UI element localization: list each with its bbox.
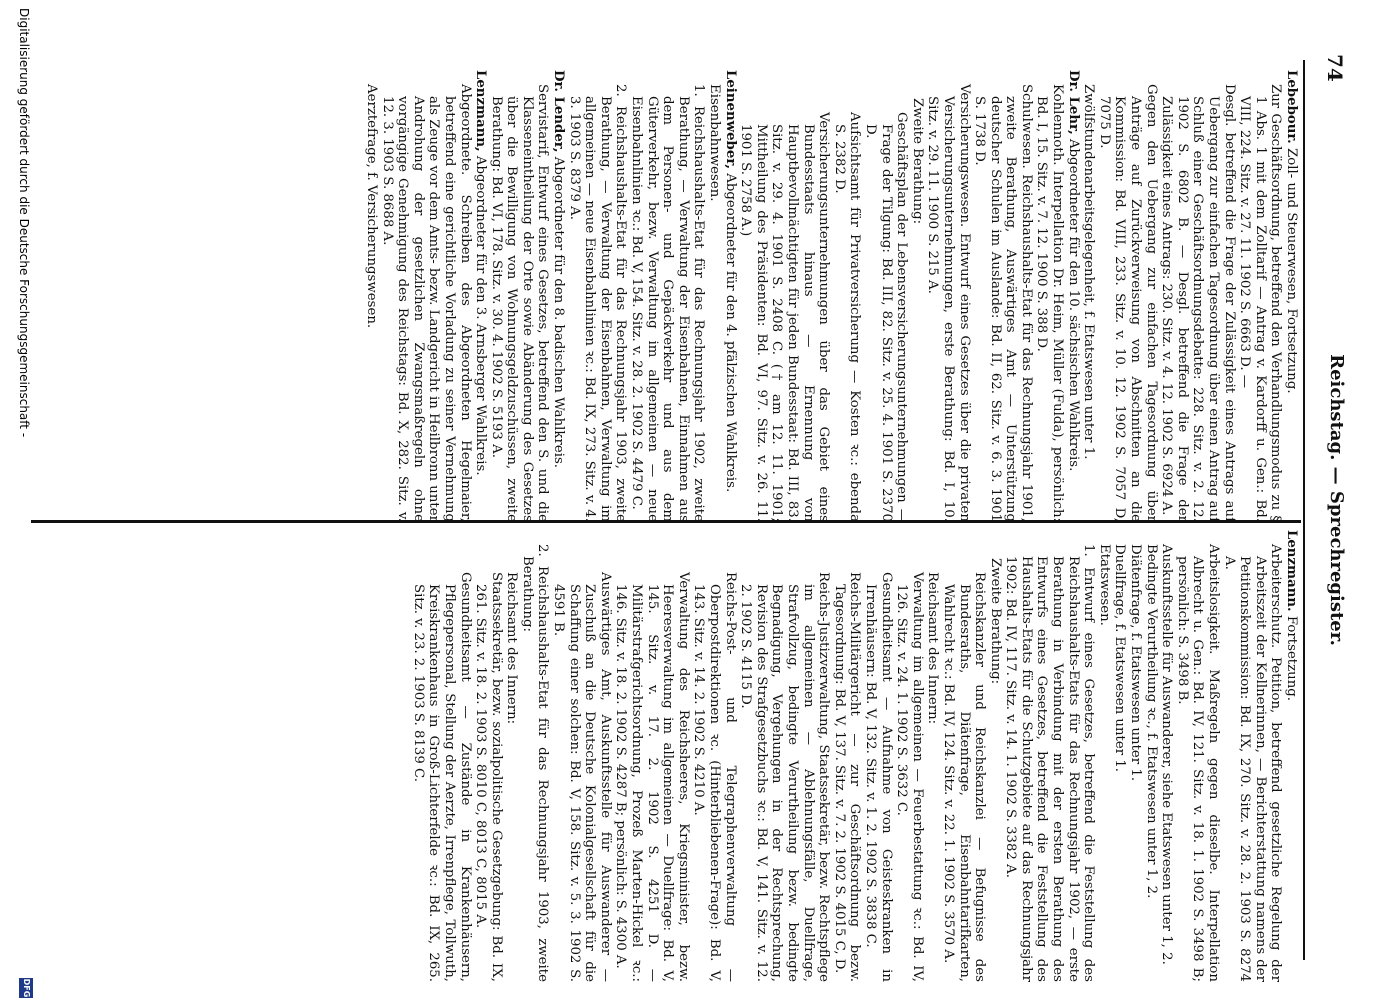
register-entry (379, 70, 473, 522)
register-entry (738, 530, 832, 982)
register-entry (862, 530, 893, 982)
page-header (1307, 40, 1347, 960)
register-entry (1221, 530, 1283, 982)
register-entry (1283, 530, 1299, 982)
running-head: Reichstag. — Sprechregister. (1326, 354, 1347, 646)
entry-text: Maßregeln gegen dieselbe. Interpellation Albrecht u. Gen.: Bd. IV, 121. Sitz. v. 18. 1. 1902 S. 3498 B; persönlich: S. 3498 B. (1174, 556, 1222, 982)
register-entry (488, 70, 550, 522)
page-number: 74 (1323, 54, 1347, 82)
entry-text: Verwaltung im allgemeinen — Feuerbestattung ꝛc.: Bd. IV, 126. Sitz. v. 24. 1. 1902 S. 3632 C. (894, 572, 925, 982)
entry-text: Zoll- und Steuerwesen, Fortsetzung. (1284, 143, 1299, 394)
register-entry (473, 70, 489, 522)
register-entry (925, 530, 941, 982)
entry-text: 1. Reichshaushalts-Etat für das Rechnungsjahr 1902, zweite Berathung, — Verwaltung der Eisenbahnen, Einnahmen aus dem Personen- und Gepäckverkehr und aus dem Güterverkehr, bezw. Verwaltung im allgemeinen — neue Eisenbahnlinien ꝛc.: Bd. V, 154. Sitz. v. 28. 2. 1902 S. 4479 C. (629, 84, 707, 522)
entry-keyword: Diätenfrage, (1128, 544, 1144, 629)
entry-text: Gegen den Uebergang zur einfachen Tagesordnung über Anträge auf Zurückverweisung von Abschnitten an die Kommission: Bd. VIII, 233. Sitz. v. 10. 12. 1902 S. 7057 D, 7075 D. (1096, 84, 1159, 522)
entry-text: Verwaltung des Reichsheeres, Kriegsminister, bezw. Heeresverwaltung im allgemeinen — Duellfrage: Bd. V, 145. Sitz. v. 17. 2. 1902 S. 4251 D. — Militärstrafgerichtsordnung, Prozeß Marten-Hickel ꝛc.: 146. Sitz. v. 18. 2. 1902 S. 4287 B; persönlich: S. 4300 A. (613, 572, 691, 982)
register-entry (894, 530, 925, 982)
register-entry (551, 530, 613, 982)
entry-text: f. Etatswesen unter 1, 2. (1143, 728, 1159, 899)
entry-keyword: Arbeitslosigkeit. (1206, 544, 1222, 655)
register-entry (1003, 530, 1097, 982)
register-entry (691, 530, 738, 982)
register-entry (831, 530, 862, 982)
entry-keyword: Dr. Lender, (551, 70, 567, 153)
entry-keyword: Duellfrage, (1112, 544, 1128, 620)
column-divider (31, 520, 1301, 523)
entry-text: Zur Geschäftsordnung, betreffend den Verhandlungsmodus zu § 1 Abs. 1 mit dem Zolltarif — Antrag v. Kardorff u. Gen.: Bd. VIII, 224. Sitz. v. 27. 11. 1902 S. 6663 D. — (1237, 84, 1284, 522)
entry-keyword: Zwölfstundenarbeitsgelegenheit, (1081, 84, 1097, 307)
register-entry (706, 70, 722, 522)
entry-text: Entwurf eines Gesetzes, betreffend den S. und die Klasseneintheilung der Orte sowie Abänderung des Gesetzes über die Bewilligung von Wohnungsgeldzuschüssen, zweite Berathung: Bd. VI, 178. Sitz. v. 30. 4. 1902 S. 5193 A. (488, 96, 551, 522)
register-entry (909, 70, 925, 522)
entry-text: Interpellation Dr. Heim, Müller (Fulda), persönlich: Bd. I, 15. Sitz. v. 7. 12. 1900 S. 388 D. (1034, 96, 1066, 522)
register-entry (831, 70, 862, 522)
entry-text: Reichshaushalts-Etat für das Rechnungsjahr 1901, zweite Berathung, Auswärtiges Amt — Unterstützung deutscher Schulen im Auslande: Bd. II, 62. Sitz. v. 6. 3. 1901 S. 1738 D. (972, 96, 1034, 522)
register-entry (1159, 70, 1237, 522)
entry-text: für Auswanderer, siehe Etatswesen unter 1, 2. (1159, 647, 1175, 965)
entry-text: Gesundheitsamt — Zustände in Krankenhäusern, Pflegepersonal, Stellung der Aerzte, Irrenpflege, Tollwuth, Kreiskrankenhaus in Groß-Lichterfelde ꝛc.: Bd. IX, 265. Sitz. v. 23. 2. 1903 S. 8139 C. (410, 572, 473, 982)
register-entry (519, 530, 550, 982)
register-entry (972, 70, 1034, 522)
register-entry (1174, 530, 1221, 982)
entry-text: Aufsichtsamt für Privatversicherung — Kosten ꝛc.: ebenda S. 2382 D. (831, 112, 863, 522)
entry-text: Zweite Berathung: (909, 98, 925, 225)
register-entry (473, 530, 504, 982)
entry-keyword: Versicherungswesen. (956, 84, 972, 228)
register-entry (987, 530, 1003, 982)
entry-text: 1. Entwurf eines Gesetzes, betreffend die Feststellung des Reichshaushalts-Etats für das Rechnungsjahr 1902, — erste Berathung in Verbindung mit der ersten Berathung des Entwurfs eines Gesetzes, betreffend die Feststellung des Haushalts-Etats für die Schutzgebiete auf das Rechnungsjahr 1902: Bd. IV, 117. Sitz. v. 14. 1. 1902 S. 3382 A. (1003, 544, 1097, 982)
entry-keyword: Eisenbahnwesen. (707, 84, 723, 202)
entry-keyword: Leinenweber, (722, 70, 738, 169)
entry-text: Abgeordneter für den 3. Arnsberger Wahlkreis. (473, 151, 489, 476)
right-column (39, 530, 1299, 982)
register-entry (363, 70, 379, 522)
entry-text: Zweite Berathung: (987, 558, 1003, 685)
entry-keyword: Auskunftsstelle (1159, 544, 1175, 648)
entry-text: f. Etatswesen unter 1. (1128, 628, 1144, 782)
entry-text: Reichs-Post- und Telegraphenverwaltung — Oberpostdirektionen ꝛc. (Hinterbliebenen-Frage): Bd. V, 143. Sitz. v. 14. 2. 1902 S. 4210 A. (691, 572, 738, 982)
entry-text: Entwurf eines Gesetzes über die privaten Versicherungsunternehmungen, erste Berathung: Bd. I, 10. Sitz. v. 29. 11. 1900 S. 215 A. (925, 96, 972, 522)
dfg-logo: DFG (19, 978, 33, 998)
entry-keyword: Lenzmann, (473, 70, 489, 152)
entry-text: Abgeordneter für den 8. badischen Wahlkreis. (551, 152, 567, 468)
entry-text: Reichsamt des Innern: (504, 572, 520, 725)
entry-keyword: Kohlennoth. (1050, 84, 1066, 166)
entry-text: Staatssekretär, bezw. sozialpolitische Gesetzgebung: Bd. IX, 261. Sitz. v. 18. 2. 1903 S. 8010 C, 8013 C, 8015 A. (473, 572, 504, 982)
register-entry (940, 530, 987, 982)
entry-text: f. Etatswesen unter 1. (1081, 306, 1097, 460)
entry-text: Abgeordneter für den 4. pfälzischen Wahlkreis. (722, 169, 738, 493)
entry-keyword: Servistarif, (535, 84, 551, 159)
register-entry (1081, 70, 1097, 522)
entry-text: f. Versicherungswesen. (363, 167, 379, 329)
register-entry (566, 70, 628, 522)
entry-keyword: Abgeordnete. (457, 84, 473, 176)
entry-text: 2. Reichshaushalts-Etat für das Rechnungsjahr 1903, zweite Berathung: (519, 544, 551, 982)
register-entry (628, 70, 706, 522)
entry-keyword: Aerztefrage, (363, 84, 379, 168)
entry-text: Abgeordneter für den 10. sächsischen Wahlkreis. (1065, 134, 1081, 472)
entry-text: Auswärtiges Amt, Auskunftsstelle für Auswanderer — Zuschuß an die Deutsche Kolonialgesellschaft für die Schaffung einer solchen: Bd. V, 158. Sitz. v. 5. 3. 1902 S. 4591 B. (551, 572, 613, 982)
register-entry (1283, 70, 1299, 522)
register-entry (862, 70, 909, 522)
entry-keyword: Etatswesen. (1096, 544, 1112, 626)
header-rule (1303, 60, 1305, 960)
register-entry (1159, 530, 1175, 982)
register-entry (504, 530, 520, 982)
entry-text: Fortsetzung. (1284, 611, 1299, 702)
register-entry (1034, 70, 1065, 522)
register-entry (1096, 530, 1112, 982)
register-entry (613, 530, 691, 982)
entry-text: 2. Reichshaushalts-Etat für das Rechnungsjahr 1903, zweite Berathung, — Verwaltung der Eisenbahnen, Verwaltung im allgemeinen — neue Eisenbahnlinien ꝛc.: Bd. IX, 273. Sitz. v. 4. 3. 1903 S. 8379 A. (566, 84, 629, 522)
register-entry (1127, 530, 1143, 982)
entry-text: Reichs-Militärgericht — zur Geschäftsordnung bezw. Tagesordnung: Bd. V, 137. Sitz. v. 7. 2. 1902 S. 4015 C, D. (831, 572, 863, 982)
register-entry (1065, 70, 1081, 522)
entry-text: Reichskanzler und Reichskanzlei — Befugnisse des Bundesraths, Diätenfrage, Eisenbahntarifkarten, Wahlrecht ꝛc.: Bd. IV, 124. Sitz. v. 22. 1. 1902 S. 3570 A. (940, 572, 988, 982)
entry-keyword: Lebebour. (1284, 70, 1299, 144)
entry-keyword: Lenzmann. (1284, 530, 1299, 612)
register-entry (722, 70, 738, 522)
register-entry (738, 70, 832, 522)
digitization-footer (9, 0, 31, 1000)
entry-text: f. Etatswesen unter 1. (1112, 619, 1128, 773)
register-entry (410, 530, 472, 982)
register-entry (1237, 70, 1284, 522)
register-entry (1112, 530, 1128, 982)
register-entry (551, 70, 567, 522)
entry-keyword: Bedingte Verurtheilung ꝛc., (1143, 544, 1159, 729)
register-entry (1096, 70, 1158, 522)
entry-text: Reichsamt des Innern: (925, 572, 941, 725)
entry-text: Schreiben des Abgeordneten Hegelmaier, betreffend eine gerichtliche Vorladung zu seiner Vernehmung als Zeuge vor dem Amts- bezw. Landgericht in Heilbronn unter Androhung der gesetzlichen Zwangsmaßregeln ohne vorgängige Genehmigung des Reichstags: Bd. X, 282. Sitz. v. 12. 3. 1903 S. 8688 A. (379, 96, 473, 522)
register-entry (1143, 530, 1159, 982)
entry-keyword: Arbeiterschutz. (1268, 544, 1284, 649)
entry-text: Petition, betreffend gesetzliche Regelung der Arbeitszeit der Kellnerinnen, — Berichterstattung namens der Petitionskommission: Bd. IX, 270. Sitz. v. 28. 2. 1903 S. 8274 A. (1221, 556, 1284, 982)
entry-keyword: Schulwesen. (1018, 84, 1034, 169)
entry-text: Geschäftsplan der Lebensversicherungsunternehmungen — Frage der Tilgung: Bd. III, 82. Sitz. v. 25. 4. 1901 S. 2370 D. (862, 112, 910, 522)
digitization-note: Digitalisierung gefördert durch die Deutsche Forschungsgemeinschaft - (17, 8, 31, 438)
entry-text: Gesundheitsamt — Aufnahme von Geisteskranken in Irrenhäusern: Bd. V, 132. Sitz. v. 1. 2. 1902 S. 3838 C. (862, 572, 894, 982)
register-entry (925, 70, 972, 522)
entry-text: Versicherungsunternehmungen über das Gebiet eines Bundesstaats hinaus — Ernennung von Hauptbevollmächtigten für jeden Bundesstaat: Bd. III, 83. Sitz. v. 29. 4. 1901 S. 2408 C. († am 12. 11. 1901; Mittheilung des Präsidenten: Bd. VI, 97. Sitz. v. 26. 11. 1901 S. 2758 A.) (738, 112, 832, 522)
entry-text: Reichs-Justizverwaltung, Staatssekretär, bezw. Rechtspflege im allgemeinen — Ablehnungsfälle, Duellfrage, Strafvollzug, bedingte Verurtheilung bezw. bedingte Begnadigung, Vergehungen in der Rechtsprechung, Revision des Strafgesetzbuchs ꝛc.: Bd. V, 141. Sitz. v. 12. 2. 1902 S. 4115 D. (738, 572, 832, 982)
entry-keyword: Dr. Lehr, (1065, 70, 1081, 135)
left-column (39, 70, 1299, 522)
entry-text: Desgl. betreffend die Frage der Zulässigkeit eines Antrags auf Uebergang zur einfachen Tagesordnung über einen Antrag auf Schluß einer Geschäftsordnungsdebatte: 228. Sitz. v. 2. 12. 1902 S. 6802 B. — Desgl. betreffend die Frage der Zulässigkeit eines Antrags: 230. Sitz. v. 4. 12. 1902 S. 6924 A. (1159, 84, 1237, 522)
